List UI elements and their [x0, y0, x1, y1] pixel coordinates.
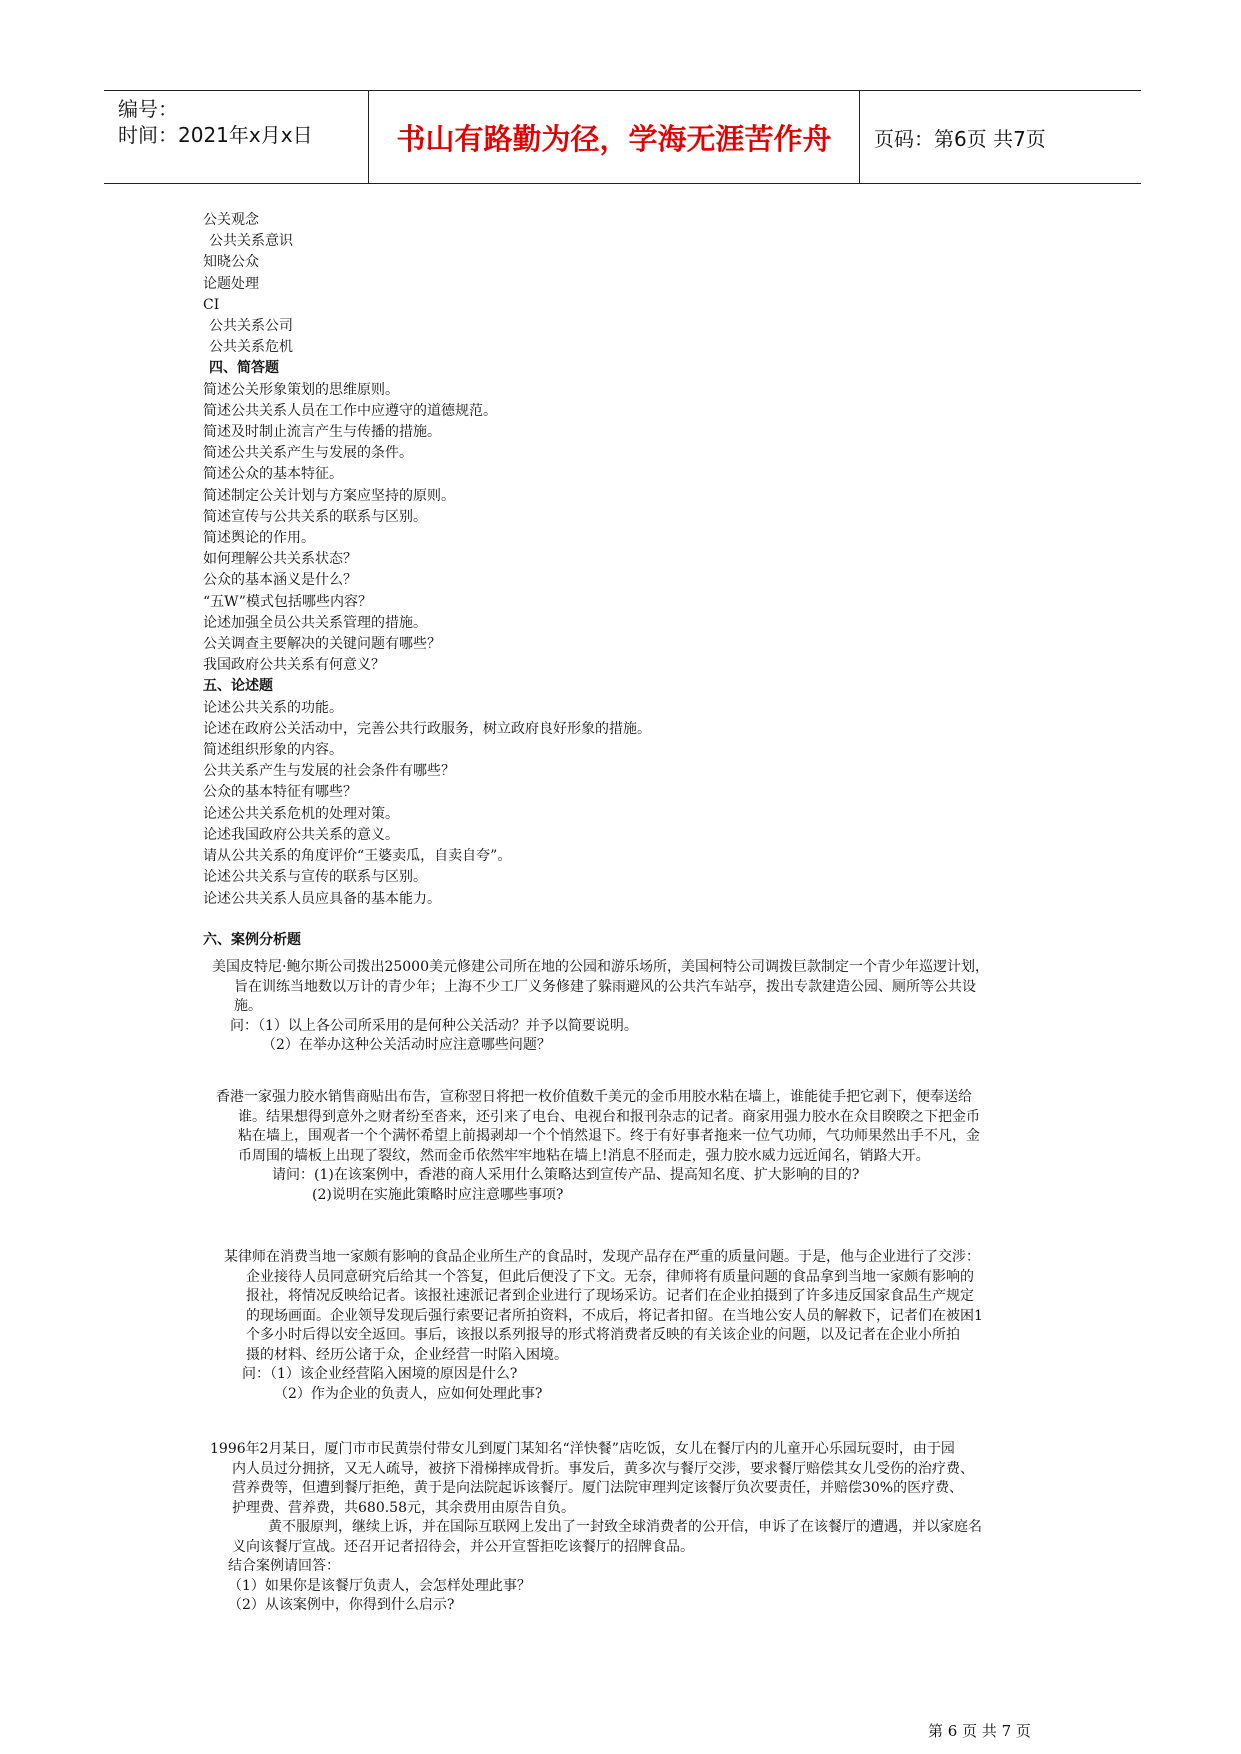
case-line: 美国皮特尼·鲍尔斯公司拨出25000美元修建公司所在地的公园和游乐场所，美国柯特公司调拨巨款制定一个青少年巡逻计划，: [212, 959, 989, 975]
essay-question: 论述在政府公关活动中，完善公共行政服务，树立政府良好形象的措施。: [203, 720, 651, 737]
case-3: [224, 1248, 983, 1404]
case-question: 问：（1）以上各公司所采用的是何种公关活动？并予以简要说明。: [230, 1017, 638, 1034]
term-item: 知晓公众: [203, 254, 259, 271]
case-line: 施。: [234, 998, 262, 1014]
short-question: 简述宣传与公共关系的联系与区别。: [203, 508, 427, 525]
case-4: [210, 1440, 982, 1616]
case-question: （2）从该案例中，你得到什么启示?: [228, 1597, 455, 1613]
term-item: 公共关系危机: [209, 339, 293, 356]
case-question: （1）如果你是该餐厅负责人，会怎样处理此事？: [228, 1577, 531, 1594]
case-question: 请问：(1)在该案例中，香港的商人采用什么策略达到宣传产品、提高知名度、扩大影响的目的?: [272, 1167, 860, 1183]
essay-question: 论述公共关系危机的处理对策。: [203, 805, 399, 822]
motto: 书山有路勤为径，学海无涯苦作舟: [369, 91, 860, 183]
header-left-cell: [104, 91, 369, 183]
question-list: [203, 210, 1103, 951]
case-line: 黄不服原判，继续上诉，并在国际互联网上发出了一封致全球消费者的公开信，申诉了在该餐厅的遭遇，并以家庭名: [268, 1519, 982, 1535]
short-question: 如何理解公共关系状态？: [203, 551, 357, 568]
page-label: 页码：第6页 共7页: [874, 126, 1046, 151]
short-question: 简述及时制止流言产生与传播的措施。: [203, 424, 441, 441]
short-question: 公关调查主要解决的关键问题有哪些？: [203, 636, 441, 653]
case-line: 摄的材料、经历公诸于众，企业经营一时陷入困境。: [246, 1346, 568, 1363]
case-line: 护理费、营养费，共680.58元，其余费用由原告自负。: [232, 1499, 575, 1516]
case-line: 营养费等，但遭到餐厅拒绝，黄于是向法院起诉该餐厅。厦门法院审理判定该餐厅负次要责任，并赔偿30%的医疗费、: [232, 1480, 964, 1496]
section-title: 四、简答题: [209, 360, 279, 377]
case-1: [212, 958, 989, 1056]
case-line: 的现场画面。企业领导发现后强行索要记者所拍资料，不成后，将记者扣留。在当地公安人员的解救下，记者们在被困1: [246, 1307, 983, 1324]
case-line: 企业接待人员同意研究后给其一个答复，但此后便没了下文。无奈，律师将有质量问题的食品拿到当地一家颇有影响的: [246, 1268, 974, 1285]
case-line: 义向该餐厅宣战。还召开记者招待会，并公开宣誓拒吃该餐厅的招牌食品。: [232, 1538, 694, 1555]
case-question: （2）在举办这种公关活动时应注意哪些问题？: [262, 1037, 551, 1053]
essay-question: 论述公共关系与宣传的联系与区别。: [203, 869, 427, 886]
essay-question: 论述公共关系人员应具备的基本能力。: [203, 890, 441, 907]
short-question: 简述公共关系产生与发展的条件。: [203, 445, 413, 462]
case-line: 内人员过分拥挤，又无人疏导，被挤下滑梯摔成骨折。事发后，黄多次与餐厅交涉，要求餐厅赔偿其女儿受伤的治疗费、: [232, 1460, 974, 1477]
essay-question: 请从公共关系的角度评价“王婆卖瓜，自卖自夸”。: [203, 848, 512, 865]
term-item: 论题处理: [203, 275, 259, 292]
essay-question: 论述我国政府公共关系的意义。: [203, 826, 399, 843]
case-line: 某律师在消费当地一家颇有影响的食品企业所生产的食品时，发现产品存在严重的质量问题。于是，他与企业进行了交涉：: [224, 1249, 980, 1265]
case-line: 1996年2月某日，厦门市市民黄崇付带女儿到厦门某知名“洋快餐”店吃饭，女儿在餐厅内的儿童开心乐园玩耍时，由于园: [210, 1441, 955, 1457]
case-line: 谁。结果想得到意外之财者纷至沓来，还引来了电台、电视台和报刊杂志的记者。商家用强力胶水在众目睽睽之下把金币: [238, 1108, 980, 1125]
short-question: 简述公众的基本特征。: [203, 466, 343, 483]
case-line: 旨在训练当地数以万计的青少年；上海不少工厂义务修建了躲雨避风的公共汽车站亭，拨出专款建造公园、厕所等公共设: [234, 978, 976, 995]
case-line: 报社，将情况反映给记者。该报社速派记者到企业进行了现场采访。记者们在企业拍摄到了许多违反国家食品生产规定: [246, 1288, 974, 1304]
term-item: CI: [203, 296, 220, 313]
essay-question: 公众的基本特征有哪些？: [203, 784, 357, 801]
term-item: 公关观念: [203, 212, 259, 228]
short-question: “五W”模式包括哪些内容？: [203, 593, 372, 610]
short-question: 简述舆论的作用。: [203, 530, 315, 547]
time-label: 时间：2021年x月x日: [118, 123, 313, 147]
essay-question: 公共关系产生与发展的社会条件有哪些？: [203, 763, 455, 780]
short-question: 论述加强全员公共关系管理的措施。: [203, 614, 427, 631]
case-question: （2）作为企业的负责人，应如何处理此事?: [274, 1385, 543, 1402]
page-footer: 第 6 页 共 7 页: [928, 1722, 1031, 1740]
case-question: 问：（1）该企业经营陷入困境的原因是什么?: [242, 1366, 518, 1382]
term-item: 公共关系公司: [209, 318, 293, 335]
essay-question: 论述公共关系的功能。: [203, 699, 343, 716]
case-line: 个多小时后得以安全返回。事后，该报以系列报导的形式将消费者反映的有关该企业的问题，以及记者在企业小所拍: [246, 1327, 960, 1343]
case-line: 币周围的墙板上出现了裂纹，然而金币依然牢牢地粘在墙上!消息不胫而走，强力胶水威力远近闻名，销路大开。: [238, 1147, 930, 1164]
section-title: 六、案例分析题: [203, 931, 301, 948]
short-question: 简述公关形象策划的思维原则。: [203, 381, 399, 398]
case-question: (2)说明在实施此策略时应注意哪些事项?: [312, 1186, 564, 1203]
case-2: [216, 1088, 980, 1205]
case-question: 结合案例请回答：: [228, 1558, 340, 1574]
term-item: 公共关系意识: [209, 233, 293, 250]
essay-question: 简述组织形象的内容。: [203, 742, 343, 759]
short-question: 公众的基本涵义是什么？: [203, 572, 357, 589]
case-line: 香港一家强力胶水销售商贴出布告，宣称翌日将把一枚价值数千美元的金币用胶水粘在墙上，谁能徒手把它剥下，便奉送给: [216, 1089, 972, 1105]
short-question: 我国政府公共关系有何意义？: [203, 657, 385, 674]
short-question: 简述制定公关计划与方案应坚持的原则。: [203, 487, 455, 504]
section-title: 五、论述题: [203, 678, 273, 695]
page-header: [104, 90, 1141, 184]
short-question: 简述公共关系人员在工作中应遵守的道德规范。: [203, 402, 497, 419]
case-line: 粘在墙上，围观者一个个满怀希望上前揭剥却一个个悄然退下。终于有好事者拖来一位气功师，气功师果然出手不凡，金: [238, 1128, 980, 1144]
number-label: 编号：: [118, 97, 178, 121]
